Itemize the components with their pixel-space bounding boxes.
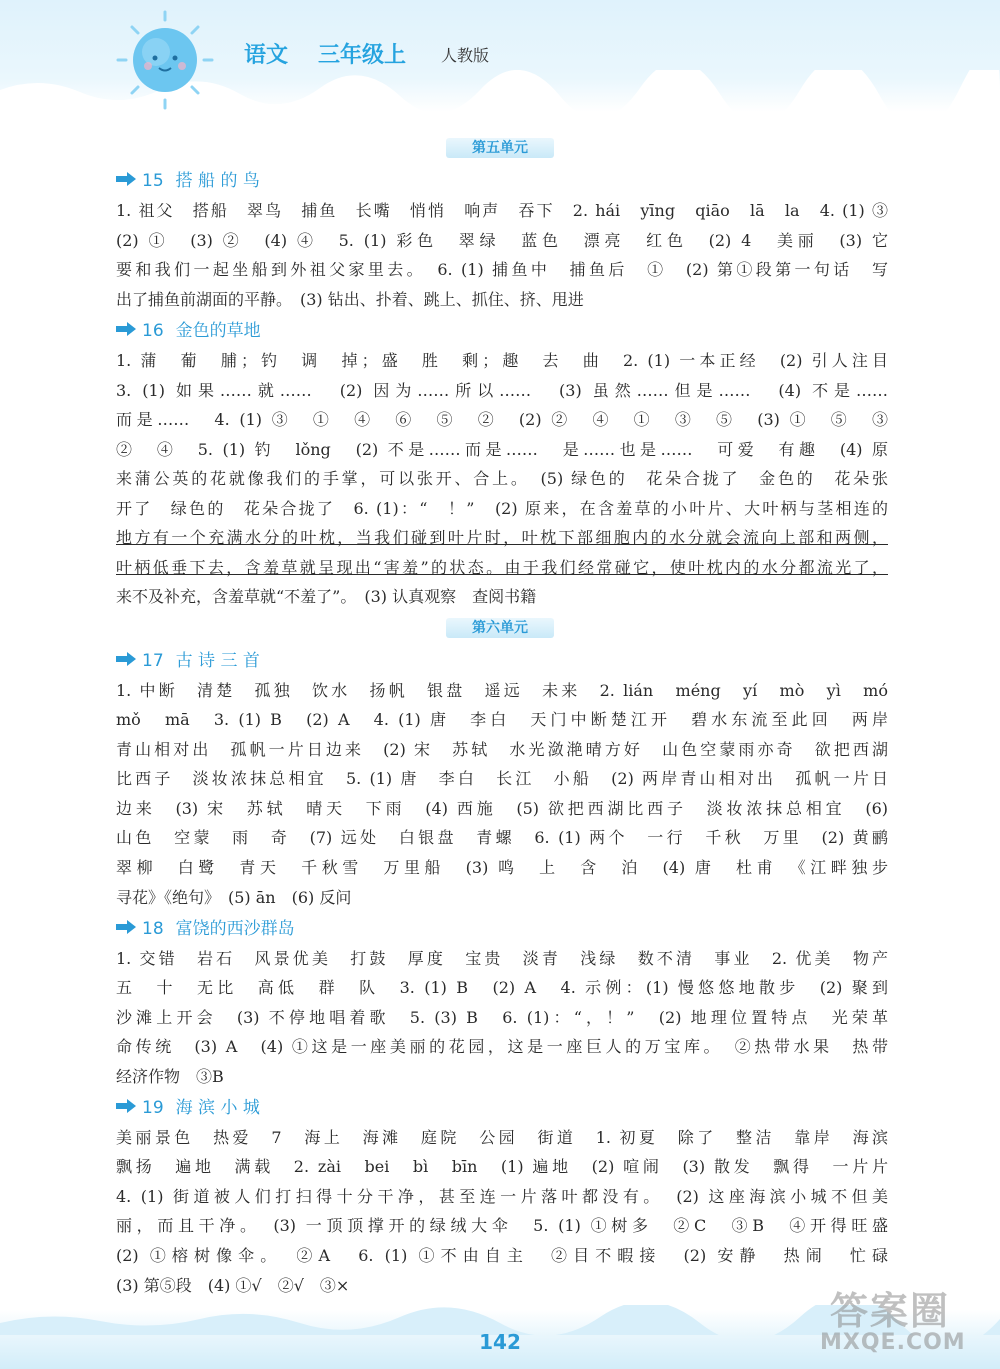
watermark-text: 答案圈 (830, 1289, 951, 1333)
answer-line: 开了 绿色的 花朵合拢了 6. (1)：“ ！” (2) 原来，在含羞草的小叶片、大叶柄与茎相连的 (116, 499, 888, 518)
answer-line: 1. 交错 岩石 风景优美 打鼓 厚度 宝贵 淡青 浅绿 数不清 事业 2. 优美 物产 (116, 949, 888, 968)
answer-line: 青山相对出 孤帆一片日边来 (2) 宋 苏轼 水光潋滟晴方好 山色空蒙雨亦奇 欲把西湖 (116, 740, 888, 759)
answer-line: 五 十 无比 高低 群 队 3. (1) B (2) A 4. 示例：(1) 慢悠悠地散步 (2) 聚到 (116, 978, 888, 997)
answer-line: 山色 空蒙 雨 奇 (7) 远处 白银盘 青螺 6. (1) 两个 一行 千秋 万里 (2) 黄鹂 (116, 828, 888, 847)
lesson-title: 海 滨 小 城 (175, 1098, 260, 1118)
answer-line: 要和我们一起坐船到外祖父家里去。 6. (1) 捕鱼中 捕鱼后 ① (2) 第①段第一句话 写 (116, 260, 888, 279)
watermark-url: MXQE.COM (820, 1330, 966, 1355)
arrow-right-icon (116, 1099, 136, 1113)
answer-line: (2) ① (3) ② (4) ④ 5. (1) 彩色 翠绿 蓝色 漂亮 红色 (2) 4 美丽 (3) 它 (116, 231, 888, 250)
lesson-number: 15 (142, 171, 164, 191)
answer-line: (2) ①榕树像伞。 ②A 6. (1) ①不由自主 ②目不暇接 (2) 安静 热闹 忙碌 (116, 1246, 888, 1265)
lesson-heading (116, 649, 260, 673)
lesson-number: 17 (142, 651, 164, 671)
unit-title: 第六单元 (472, 620, 528, 636)
lesson-heading (116, 1096, 260, 1120)
answer-line: 1. 蒲 葡 脯；钓 调 掉；盛 胜 剩；趣 去 曲 2. (1) 一本正经 (2) 引人注目 (116, 351, 888, 370)
unit-banner (446, 138, 554, 158)
answer-line: 翠柳 白鹭 青天 千秋雪 万里船 (3) 鸣 上 含 泊 (4) 唐 杜甫 《江畔独步 (116, 858, 888, 877)
lesson-title: 古 诗 三 首 (175, 651, 260, 671)
answer-line: 1. 中断 清楚 孤独 饮水 扬帆 银盘 遥远 未来 2. lián méng yí mò yì mó (116, 681, 888, 700)
lesson-number: 18 (142, 919, 164, 939)
lesson-heading (116, 917, 295, 941)
arrow-right-icon (116, 322, 136, 336)
lesson-title: 金色的草地 (175, 321, 261, 341)
answer-line: 1. 祖父 搭船 翠鸟 捕鱼 长嘴 悄悄 响声 吞下 2. hái yīng qiāo lā la 4. (1) ③ (116, 201, 888, 220)
edition-label: 人教版 (441, 46, 490, 65)
arrow-right-icon (116, 652, 136, 666)
answer-line: 来蒲公英的花就像我们的手掌，可以张开、合上。 (5) 绿色的 花朵合拢了 金色的 花朵张 (116, 469, 888, 488)
lesson-number: 19 (142, 1098, 164, 1118)
answer-line: 命传统 (3) A (4) ①这是一座美丽的花园，这是一座巨人的万宝库。 ②热带水果 热带 (116, 1037, 888, 1056)
answer-line: 来不及补充，含羞草就“不羞了”。 (3) 认真观察 查阅书籍 (116, 587, 537, 606)
answer-line: 边来 (3) 宋 苏轼 晴天 下雨 (4) 西施 (5) 欲把西湖比西子 淡妆浓抹总相宜 (6) (116, 799, 888, 818)
lesson-heading (116, 169, 260, 193)
answer-line: 4. (1) 街道被人们打扫得十分干净，甚至连一片落叶都没有。 (2) 这座海滨小城不但美 (116, 1187, 888, 1206)
answer-line: 而是…… 4. (1) ③ ① ④ ⑥ ⑤ ② (2) ② ④ ① ③ ⑤ (3) ① ⑤ ③ (116, 410, 888, 429)
page-number: 142 (479, 1330, 521, 1354)
watermark-logo (820, 1280, 995, 1365)
answer-line: 3. (1) 如果……就…… (2) 因为……所以…… (3) 虽然……但是…… (4) 不是…… (116, 381, 888, 400)
arrow-right-icon (116, 172, 136, 186)
arrow-right-icon (116, 920, 136, 934)
answer-line: mǒ mā 3. (1) B (2) A 4. (1) 唐 李白 天门中断楚江开 碧水东流至此回 两岸 (116, 710, 888, 729)
sun-icon (110, 10, 220, 110)
lesson-number: 16 (142, 321, 164, 341)
answer-line: 飘扬 遍地 满载 2. zài bei bì bīn (1) 遍地 (2) 喧闹 (3) 散发 飘得 一片片 (116, 1157, 888, 1176)
answer-line: (3) 第⑤段 (4) ①√ ②√ ③× (116, 1276, 350, 1295)
unit-banner (446, 618, 554, 638)
answer-line: 叶柄低垂下去，含羞草就呈现出“害羞”的状态。由于我们经常碰它，使叶枕内的水分都流光了， (116, 558, 888, 577)
answer-line: 经济作物 ③B (116, 1067, 224, 1086)
answer-line: 沙滩上开会 (3) 不停地唱着歌 5. (3) B 6. (1)：“，！” (2) 地理位置特点 光荣革 (116, 1008, 888, 1027)
answer-line: 出了捕鱼前湖面的平静。 (3) 钻出、扑着、跳上、抓住、挤、甩进 (116, 290, 584, 309)
lesson-title: 富饶的西沙群岛 (175, 919, 295, 939)
grade-title: 三年级上 (318, 43, 407, 68)
answer-line: ② ④ 5. (1) 钓 lǒng (2) 不是……而是…… 是……也是…… 可爱 有趣 (4) 原 (116, 440, 888, 459)
answer-line: 比西子 淡妆浓抹总相宜 5. (1) 唐 李白 长江 小船 (2) 两岸青山相对出 孤帆一片日 (116, 769, 888, 788)
answer-line: 丽，而且干净。 (3) 一顶顶撑开的绿绒大伞 5. (1) ①树多 ②C ③B ④开得旺盛 (116, 1216, 888, 1235)
answer-line: 寻花》《绝句》 (5) ān (6) 反问 (116, 888, 352, 907)
lesson-heading (116, 319, 261, 343)
subject-title: 语文 (244, 43, 289, 68)
answer-line: 美丽景色 热爱 7 海上 海滩 庭院 公园 街道 1. 初夏 除了 整洁 靠岸 海滨 (116, 1128, 888, 1147)
lesson-title: 搭 船 的 鸟 (175, 171, 260, 191)
answer-line: 地方有一个充满水分的叶枕，当我们碰到叶片时，叶枕下部细胞内的水分就会流向上部和两侧， (116, 528, 888, 547)
unit-title: 第五单元 (472, 140, 528, 156)
